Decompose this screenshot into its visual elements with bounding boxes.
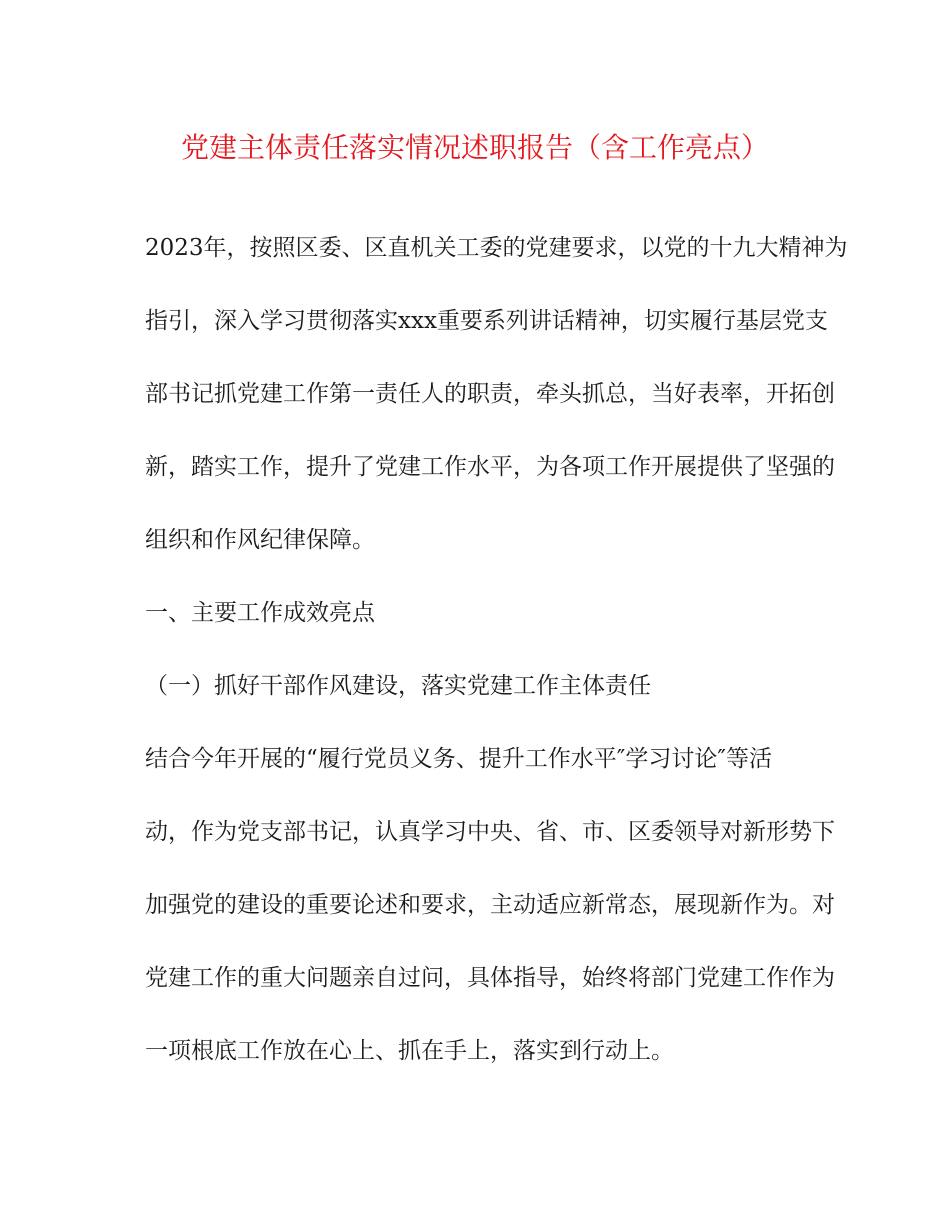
paragraph-body-line-3: 加强党的建设的重要论述和要求，主动适应新常态，展现新作为。对	[145, 892, 835, 918]
section-heading-1: 一、主要工作成效亮点	[145, 600, 375, 626]
paragraph-body-line-2: 动，作为党支部书记，认真学习中央、省、市、区委领导对新形势下	[145, 819, 835, 845]
document-title: 党建主体责任落实情况述职报告（含工作亮点）	[180, 131, 769, 164]
paragraph-body-line-5: 一项根底工作放在心上、抓在手上，落实到行动上。	[145, 1038, 674, 1064]
paragraph-body-line-1: 结合今年开展的“履行党员义务、提升工作水平″学习讨论″等活	[145, 746, 772, 772]
paragraph-intro-line-2: 指引，深入学习贯彻落实xxx重要系列讲话精神，切实履行基层党支	[145, 308, 828, 334]
paragraph-intro-line-5: 组织和作风纪律保障。	[145, 527, 375, 553]
paragraph-body-line-4: 党建工作的重大问题亲自过问，具体指导，始终将部门党建工作作为	[145, 965, 835, 991]
subsection-heading-1: （一）抓好干部作风建设，落实党建工作主体责任	[145, 673, 651, 699]
paragraph-intro-line-4: 新，踏实工作，提升了党建工作水平，为各项工作开展提供了坚强的	[145, 454, 835, 480]
paragraph-intro-line-3: 部书记抓党建工作第一责任人的职责，牵头抓总，当好表率，开拓创	[145, 381, 835, 407]
paragraph-intro-line-1: 2023年，按照区委、区直机关工委的党建要求，以党的十九大精神为	[145, 235, 848, 261]
